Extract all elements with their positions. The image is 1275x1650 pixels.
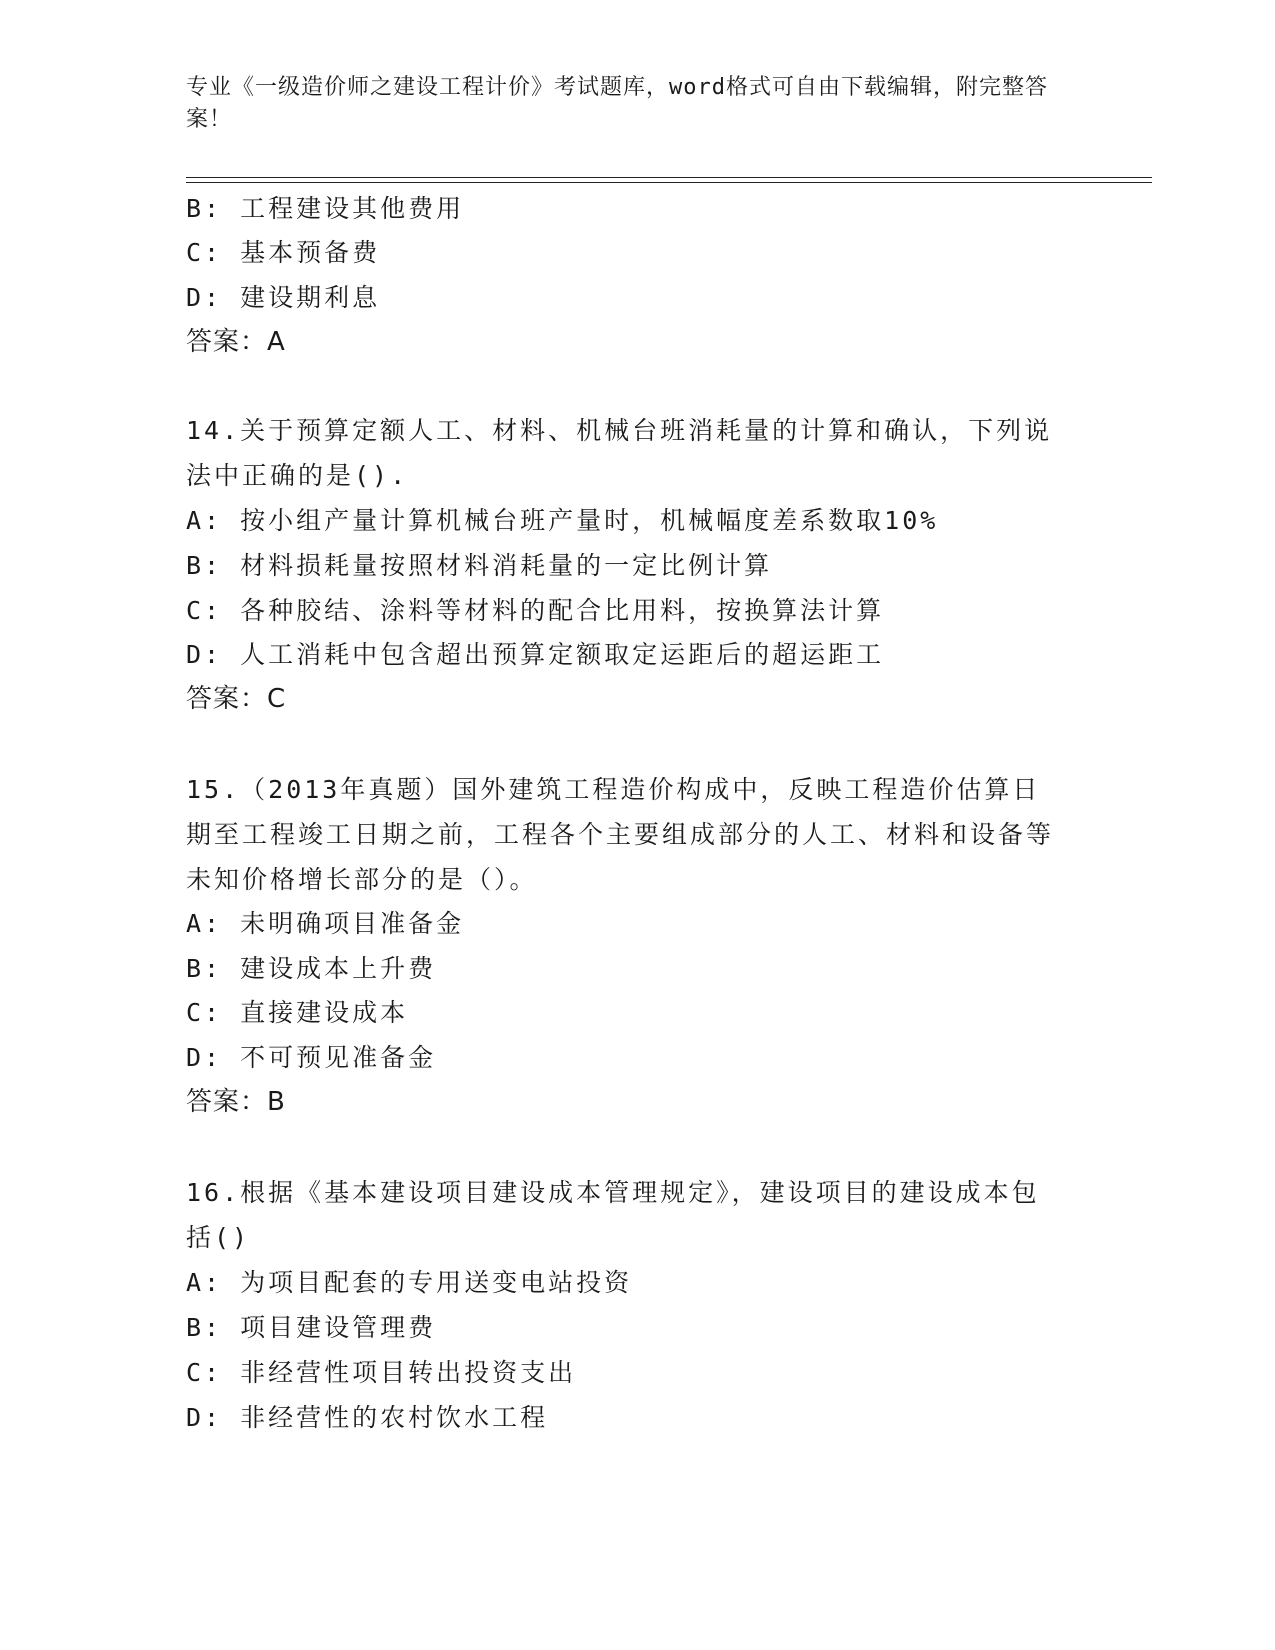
q14-question: 14.关于预算定额人工、材料、机械台班消耗量的计算和确认，下列说法中正确的是(). xyxy=(186,416,1053,490)
q13-option-c: C: 基本预备费 xyxy=(186,238,381,267)
q14-option-d: D: 人工消耗中包含超出预算定额取定运距后的超运距工 xyxy=(186,640,885,669)
q15-answer: 答案：B xyxy=(186,1087,286,1117)
q14-option-a: A: 按小组产量计算机械台班产量时，机械幅度差系数取10% xyxy=(186,506,939,535)
header-divider-bottom xyxy=(186,182,1152,183)
q13-option-d: D: 建设期利息 xyxy=(186,283,381,312)
q16-option-d: D: 非经营性的农村饮水工程 xyxy=(186,1403,549,1432)
q15-option-d: D: 不可预见准备金 xyxy=(186,1043,437,1072)
page-header: 专业《一级造价师之建设工程计价》考试题库，word格式可自由下载编辑，附完整答案！ xyxy=(186,75,1048,132)
q16-option-c: C: 非经营性项目转出投资支出 xyxy=(186,1358,577,1387)
q16-option-b: B: 项目建设管理费 xyxy=(186,1313,437,1342)
q14-option-c: C: 各种胶结、涂料等材料的配合比用料，按换算法计算 xyxy=(186,596,885,625)
q15-option-c: C: 直接建设成本 xyxy=(186,998,409,1027)
q15-question: 15.（2013年真题）国外建筑工程造价构成中，反映工程造价估算日期至工程竣工日期之前，工程各个主要组成部分的人工、材料和设备等未知价格增长部分的是（）。 xyxy=(186,775,1055,894)
q15-option-a: A: 未明确项目准备金 xyxy=(186,909,465,938)
q13-option-b: B: 工程建设其他费用 xyxy=(186,194,465,223)
q16-option-a: A: 为项目配套的专用送变电站投资 xyxy=(186,1268,633,1297)
header-divider-top xyxy=(186,177,1152,178)
q13-answer: 答案：A xyxy=(186,327,286,357)
q14-option-b: B: 材料损耗量按照材料消耗量的一定比例计算 xyxy=(186,551,773,580)
q16-question: 16.根据《基本建设项目建设成本管理规定》，建设项目的建设成本包括() xyxy=(186,1178,1040,1252)
q14-answer: 答案：C xyxy=(186,684,287,714)
q15-option-b: B: 建设成本上升费 xyxy=(186,954,437,983)
